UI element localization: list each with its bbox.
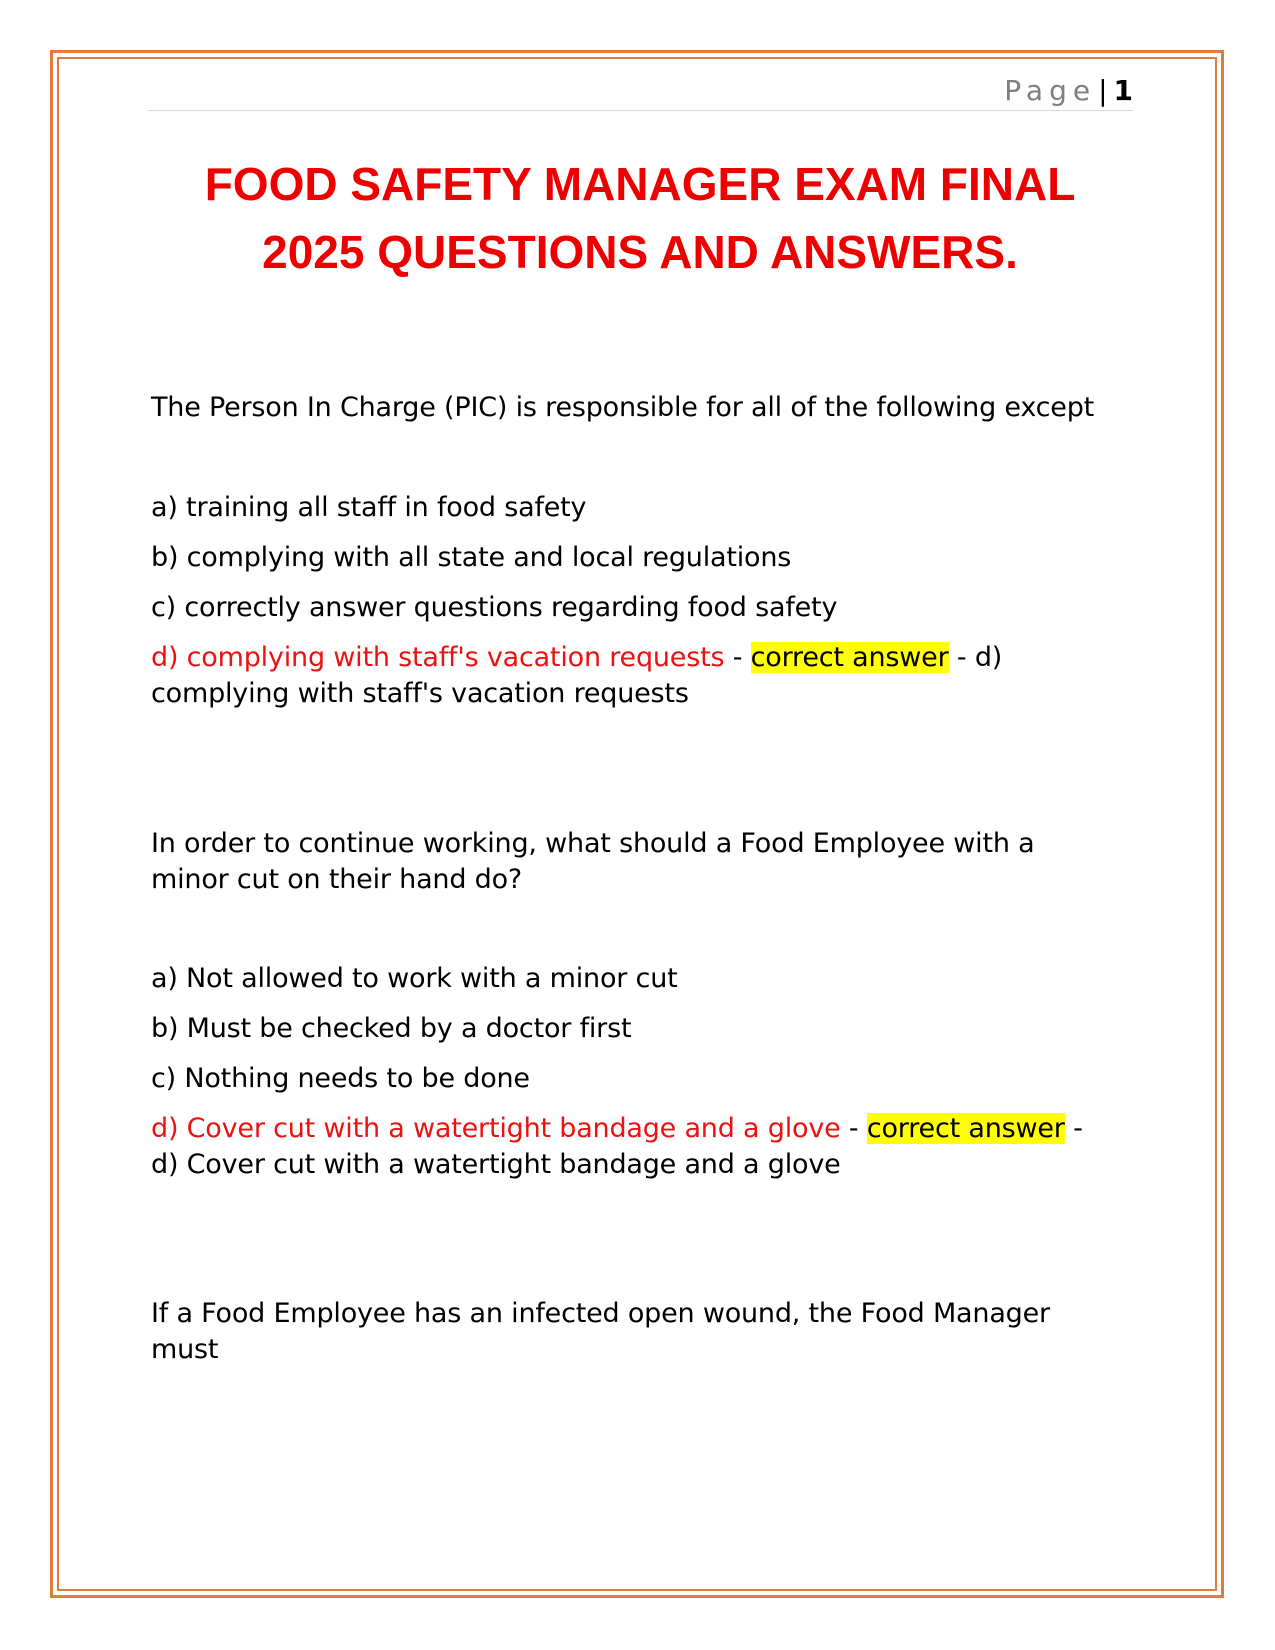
question-1-answer-tail: d) complying with staff's vacation requests	[151, 642, 1003, 709]
question-1-dash-1: -	[724, 642, 751, 673]
question-2-text: In order to continue working, what should a Food Employee with a minor cut on their hand do?	[151, 828, 1035, 895]
question-2-option-a: a) Not allowed to work with a minor cut	[151, 963, 678, 994]
question-2-answer-red: d) Cover cut with a watertight bandage and a glove	[151, 1113, 841, 1144]
question-2-option-b: b) Must be checked by a doctor first	[151, 1013, 632, 1044]
question-2-answer	[151, 1111, 1111, 1183]
question-2-dash-2: -	[1064, 1113, 1083, 1144]
question-1-option-b: b) complying with all state and local regulations	[151, 542, 792, 573]
question-1-answer	[151, 640, 1111, 712]
question-2-option-c: c) Nothing needs to be done	[151, 1063, 530, 1094]
page-separator: |	[1098, 74, 1108, 107]
title-line-1: FOOD SAFETY MANAGER EXAM FINAL	[204, 158, 1076, 210]
page-header	[148, 72, 1133, 111]
question-1-text: The Person In Charge (PIC) is responsible for all of the following except	[151, 392, 1095, 423]
page-label: Page	[1004, 74, 1097, 107]
question-2-dash-1: -	[840, 1113, 867, 1144]
page-number: 1	[1113, 74, 1133, 107]
title-line-2: 2025 QUESTIONS AND ANSWERS.	[262, 226, 1018, 278]
question-1-correct-label: correct answer	[750, 642, 949, 673]
question-2-answer-tail: d) Cover cut with a watertight bandage and a glove	[151, 1149, 841, 1180]
document-title	[140, 150, 1140, 286]
question-1-option-c: c) correctly answer questions regarding food safety	[151, 592, 838, 623]
question-3-text: If a Food Employee has an infected open wound, the Food Manager must	[151, 1298, 1050, 1365]
question-1-dash-2: -	[948, 642, 975, 673]
question-1-option-a: a) training all staff in food safety	[151, 492, 587, 523]
question-1-answer-red: d) complying with staff's vacation requests	[151, 642, 725, 673]
question-2-correct-label: correct answer	[866, 1113, 1065, 1144]
